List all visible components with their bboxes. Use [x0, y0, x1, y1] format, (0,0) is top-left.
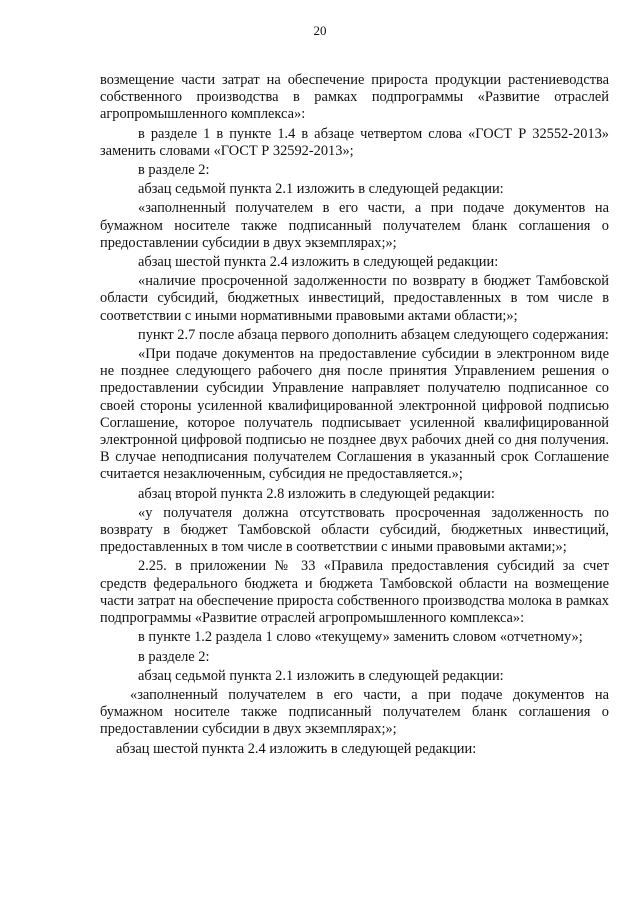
paragraph: возмещение части затрат на обеспечение прироста продукции растениеводства собственного производства в рамках подпрограммы «Развитие отраслей агропромышленного комплекса»:	[100, 72, 609, 123]
paragraph: в разделе 2:	[138, 648, 210, 665]
paragraph: абзац седьмой пункта 2.1 изложить в следующей редакции:	[138, 181, 504, 198]
paragraph: абзац шестой пункта 2.4 изложить в следующей редакции:	[138, 254, 499, 271]
paragraph: пункт 2.7 после абзаца первого дополнить абзацем следующего содержания:	[138, 326, 609, 343]
page-number: 20	[313, 23, 327, 38]
paragraph: «у получателя должна отсутствовать просроченная задолженность по возврату в бюджет Тамбовской области субсидий, бюджетных инвестиций, предоставленных в том числе в соответствии с иными правовыми актами;»;	[100, 504, 609, 556]
paragraph: абзац второй пункта 2.8 изложить в следующей редакции:	[138, 485, 495, 502]
paragraph: «заполненный получателем в его части, а при подаче документов на бумажном носителе также подписанный получателем бланк соглашения о предоставлении субсидии в двух экземплярах;»;	[100, 686, 609, 738]
paragraph: в разделе 2:	[138, 162, 210, 179]
document-body	[100, 72, 609, 760]
paragraph: абзац седьмой пункта 2.1 изложить в следующей редакции:	[138, 667, 504, 684]
paragraph: 2.25. в приложении № 33 «Правила предоставления субсидий за счет средств федерального бюджета и бюджета Тамбовской области на возмещение части затрат на обеспечение прироста собственного производства молока в рамках подпрограммы «Развитие отраслей агропромышленного комплекса»:	[100, 558, 609, 627]
paragraph: «заполненный получателем в его части, а при подаче документов на бумажном носителе также подписанный получателем бланк соглашения о предоставлении субсидии в двух экземплярах;»;	[100, 200, 609, 251]
paragraph: в разделе 1 в пункте 1.4 в абзаце четвертом слова «ГОСТ Р 32552-2013» заменить словами «ГОСТ Р 32592-2013»;	[100, 125, 609, 159]
paragraph: абзац шестой пункта 2.4 изложить в следующей редакции:	[116, 740, 477, 757]
paragraph: в пункте 1.2 раздела 1 слово «текущему» заменить словом «отчетному»;	[138, 629, 583, 646]
paragraph: «наличие просроченной задолженности по возврату в бюджет Тамбовской области субсидий, бюджетных инвестиций, предоставленных в том числе в соответствии с иными нормативными правовыми актами области;»;	[100, 273, 609, 324]
paragraph: «При подаче документов на предоставление субсидии в электронном виде не позднее следующего рабочего дня после принятия Управлением решения о предоставлении субсидии Управление направляет получателю подписанное со своей стороны усиленной квалифицированной электронной цифровой подписью Соглашение, которое получатель подписывает усиленной квалифицированной электронной цифровой подписью не позднее двух рабочих дней со дня получения. В случае неподписания получателем Соглашения в указанный срок Соглашение считается незаключенным, субсидия не предоставляется.»;	[100, 346, 609, 483]
